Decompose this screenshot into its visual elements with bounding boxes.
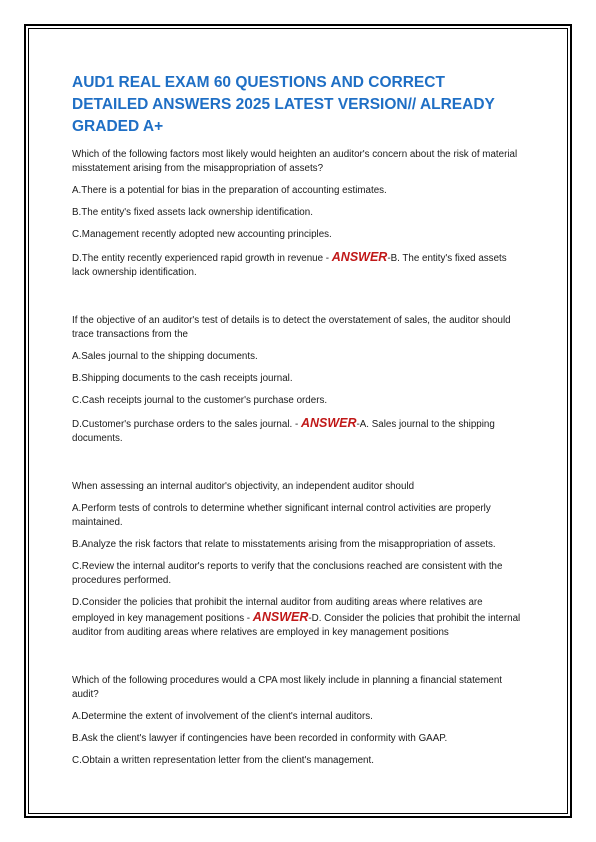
document-title: AUD1 REAL EXAM 60 QUESTIONS AND CORRECT DETAILED ANSWERS 2025 LATEST VERSION// ALREADY GRADED A+ (72, 74, 495, 135)
option-c: C.Cash receipts journal to the customer's purchase orders. (72, 395, 328, 406)
option-d: D.The entity recently experienced rapid growth in revenue - (72, 253, 332, 264)
option-d-with-answer (72, 596, 524, 640)
question-block (72, 314, 524, 446)
option-d: D.Customer's purchase orders to the sales journal. - (72, 419, 301, 430)
question-prompt: Which of the following factors most likely would heighten an auditor's concern about the risk of material misstatement arising from the misappropriation of assets? (72, 149, 518, 174)
option-a: A.Determine the extent of involvement of the client's internal auditors. (72, 711, 373, 722)
option-a: A.There is a potential for bias in the preparation of accounting estimates. (72, 185, 387, 196)
question-prompt: When assessing an internal auditor's objectivity, an independent auditor should (72, 481, 415, 492)
answer-text: -A. Sales journal to the shipping documents. (72, 419, 495, 444)
answer-label: ANSWER (300, 416, 357, 430)
option-c: C.Obtain a written representation letter from the client's management. (72, 755, 374, 766)
question-prompt: If the objective of an auditor's test of details is to detect the overstatement of sales, the auditor should trace transactions from the (72, 315, 511, 340)
option-b: B.Ask the client's lawyer if contingencies have been recorded in conformity with GAAP. (72, 733, 448, 744)
option-c: C.Review the internal auditor's reports to verify that the conclusions reached are consistent with the procedures performed. (72, 561, 503, 586)
question-block (72, 674, 524, 768)
document-body (72, 72, 524, 776)
option-b: B.Analyze the risk factors that relate to misstatements arising from the misappropriation of assets. (72, 539, 496, 550)
answer-label: ANSWER (331, 250, 388, 264)
option-a: A.Perform tests of controls to determine whether significant internal control activities are properly maintained. (72, 503, 491, 528)
answer-label: ANSWER (252, 610, 309, 624)
option-a: A.Sales journal to the shipping documents. (72, 351, 258, 362)
option-d: D.Consider the policies that prohibit the internal auditor from auditing areas where relatives are employed in key management positions - (72, 597, 483, 624)
question-block (72, 480, 524, 640)
answer-text: -B. The entity's fixed assets lack ownership identification. (72, 253, 507, 278)
question-block (72, 148, 524, 280)
answer-text: -D. Consider the policies that prohibit the internal auditor from auditing areas where relatives are employed in key management positions (72, 613, 521, 638)
option-d-with-answer (72, 250, 524, 280)
option-d-with-answer (72, 416, 524, 446)
question-prompt: Which of the following procedures would a CPA most likely include in planning a financial statement audit? (72, 675, 503, 700)
option-b: B.Shipping documents to the cash receipts journal. (72, 373, 293, 384)
option-b: B.The entity's fixed assets lack ownership identification. (72, 207, 313, 218)
option-c: C.Management recently adopted new accounting principles. (72, 229, 332, 240)
